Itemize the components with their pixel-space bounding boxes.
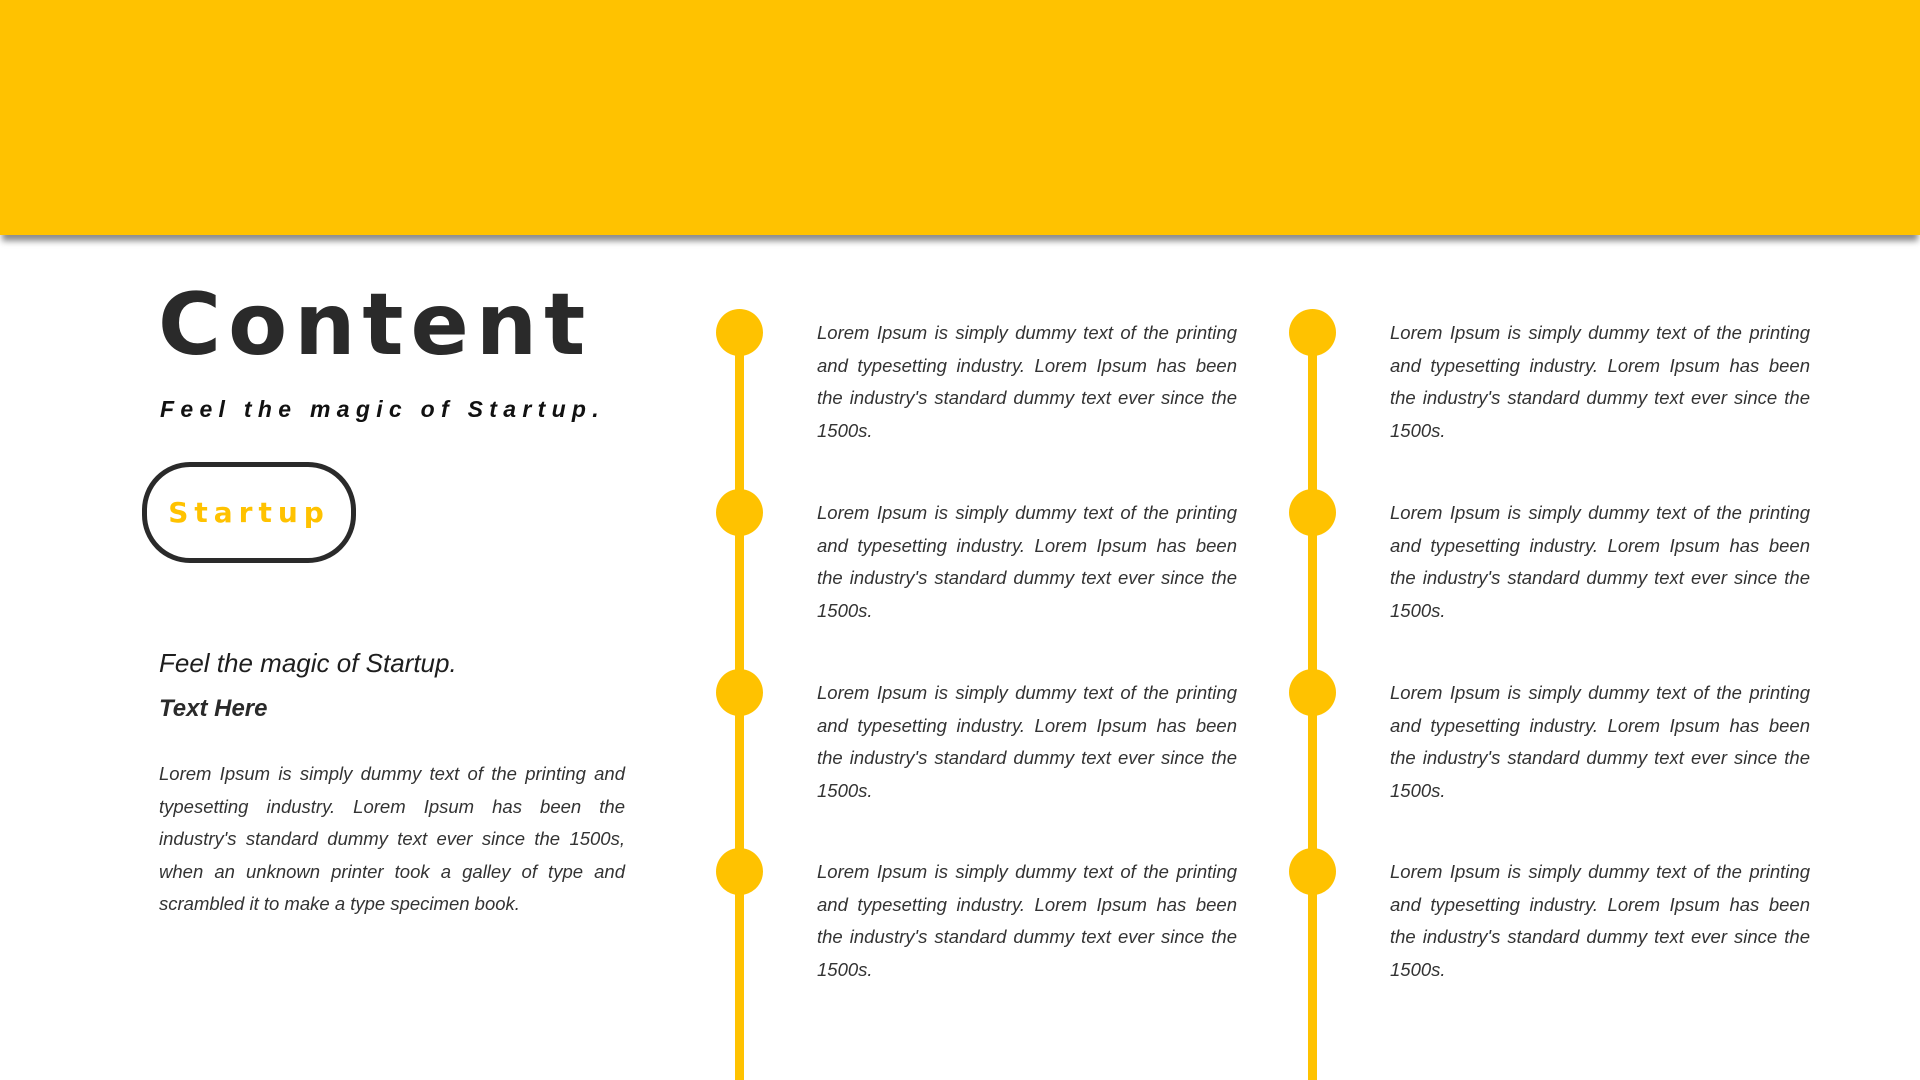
timeline-dot bbox=[716, 669, 763, 716]
timeline-dot bbox=[716, 309, 763, 356]
timeline-dot bbox=[1289, 489, 1336, 536]
timeline-dot bbox=[716, 848, 763, 895]
body-paragraph: Lorem Ipsum is simply dummy text of the printing and typesetting industry. Lorem Ipsum has been the industry's standard dummy text ever since the 1500s, when an unknown printer took a galley of type and scrambled it to make a type specimen book. bbox=[159, 763, 625, 914]
startup-button-label: Startup bbox=[168, 496, 330, 529]
startup-button[interactable] bbox=[142, 462, 356, 563]
timeline-dot bbox=[1289, 669, 1336, 716]
section-heading: Text Here bbox=[159, 695, 268, 722]
page-title: Content bbox=[158, 275, 593, 375]
timeline-item-text: Lorem Ipsum is simply dummy text of the printing and typesetting industry. Lorem Ipsum has been the industry's standard dummy text ever since the 1500s. bbox=[817, 502, 1237, 621]
timeline-item-text: Lorem Ipsum is simply dummy text of the printing and typesetting industry. Lorem Ipsum has been the industry's standard dummy text ever since the 1500s. bbox=[817, 861, 1237, 980]
page-subtitle: Feel the magic of Startup. bbox=[160, 396, 605, 422]
timeline-item-text: Lorem Ipsum is simply dummy text of the printing and typesetting industry. Lorem Ipsum has been the industry's standard dummy text ever since the 1500s. bbox=[1390, 682, 1810, 801]
timeline-item-text: Lorem Ipsum is simply dummy text of the printing and typesetting industry. Lorem Ipsum has been the industry's standard dummy text ever since the 1500s. bbox=[817, 682, 1237, 801]
timeline-dot bbox=[1289, 309, 1336, 356]
timeline-dot bbox=[1289, 848, 1336, 895]
timeline-item-text: Lorem Ipsum is simply dummy text of the printing and typesetting industry. Lorem Ipsum has been the industry's standard dummy text ever since the 1500s. bbox=[817, 322, 1237, 441]
lead-text: Feel the magic of Startup. bbox=[159, 648, 457, 678]
timeline-item-text: Lorem Ipsum is simply dummy text of the printing and typesetting industry. Lorem Ipsum has been the industry's standard dummy text ever since the 1500s. bbox=[1390, 502, 1810, 621]
timeline-dot bbox=[716, 489, 763, 536]
header-band bbox=[0, 0, 1920, 235]
timeline-item-text: Lorem Ipsum is simply dummy text of the printing and typesetting industry. Lorem Ipsum has been the industry's standard dummy text ever since the 1500s. bbox=[1390, 861, 1810, 980]
timeline-item-text: Lorem Ipsum is simply dummy text of the printing and typesetting industry. Lorem Ipsum has been the industry's standard dummy text ever since the 1500s. bbox=[1390, 322, 1810, 441]
